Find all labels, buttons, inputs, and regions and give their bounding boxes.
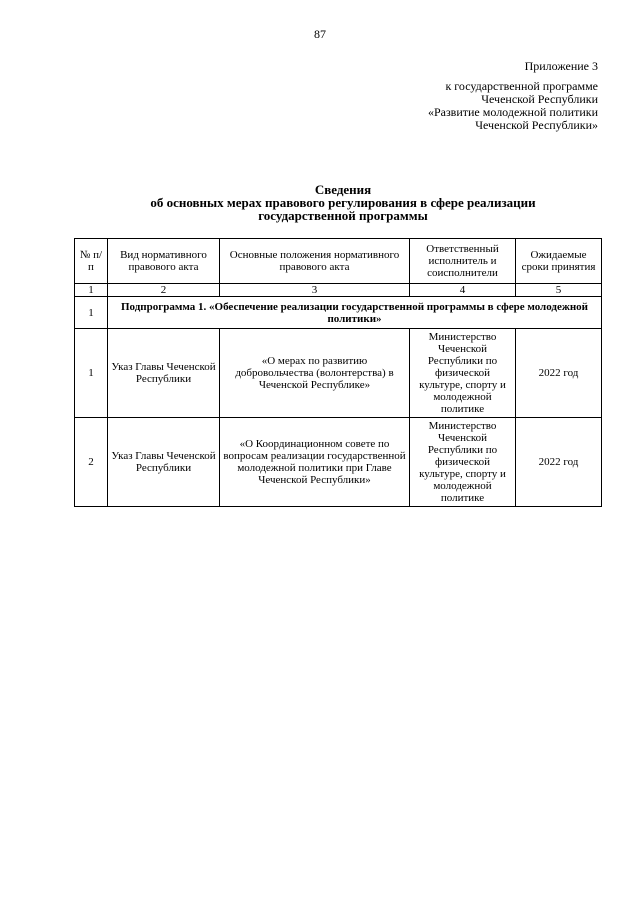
column-header: № п/п xyxy=(75,239,108,284)
column-number: 2 xyxy=(108,284,220,297)
act-type-cell: Указ Главы Чеченской Республики xyxy=(108,418,220,507)
column-header: Основные положения нормативного правового акта xyxy=(220,239,410,284)
column-number: 5 xyxy=(516,284,602,297)
act-type-cell: Указ Главы Чеченской Республики xyxy=(108,329,220,418)
deadline-cell: 2022 год xyxy=(516,418,602,507)
column-number: 3 xyxy=(220,284,410,297)
document-heading xyxy=(0,183,640,222)
column-header: Ответственный исполнитель и соисполнители xyxy=(410,239,516,284)
column-number: 4 xyxy=(410,284,516,297)
table-row xyxy=(75,329,602,418)
table-header-row xyxy=(75,239,602,284)
appendix-line: «Развитие молодежной политики xyxy=(427,105,598,119)
heading-title: Сведения xyxy=(314,182,372,197)
provisions-cell: «О мерах по развитию добровольчества (волонтерства) в Чеченской Республике» xyxy=(220,329,410,418)
appendix-block xyxy=(428,60,598,132)
deadline-cell: 2022 год xyxy=(516,329,602,418)
executor-cell: Министерство Чеченской Республики по физической культуре, спорту и молодежной политике xyxy=(410,418,516,507)
subprogram-title: Подпрограмма 1. «Обеспечение реализации государственной программы в сфере молодежной политики» xyxy=(108,297,602,329)
heading-subtitle: об основных мерах правового регулирования в сфере реализации xyxy=(150,195,536,210)
column-number-row xyxy=(75,284,602,297)
appendix-line: к государственной программе xyxy=(445,79,598,93)
column-header: Вид нормативного правового акта xyxy=(108,239,220,284)
subprogram-row xyxy=(75,297,602,329)
heading-subtitle: государственной программы xyxy=(258,208,428,223)
provisions-cell: «О Координационном совете по вопросам реализации государственной молодежной политики при Главе Чеченской Республики» xyxy=(220,418,410,507)
appendix-title: Приложение 3 xyxy=(524,59,598,73)
row-number: 1 xyxy=(75,329,108,418)
appendix-line: Чеченской Республики xyxy=(481,92,598,106)
appendix-line: Чеченской Республики» xyxy=(475,118,598,132)
table-row xyxy=(75,418,602,507)
subprogram-number: 1 xyxy=(75,297,108,329)
column-header: Ожидаемые сроки принятия xyxy=(516,239,602,284)
row-number: 2 xyxy=(75,418,108,507)
executor-cell: Министерство Чеченской Республики по физической культуре, спорту и молодежной политике xyxy=(410,329,516,418)
column-number: 1 xyxy=(75,284,108,297)
page-number: 87 xyxy=(314,27,326,41)
measures-table xyxy=(74,238,602,507)
